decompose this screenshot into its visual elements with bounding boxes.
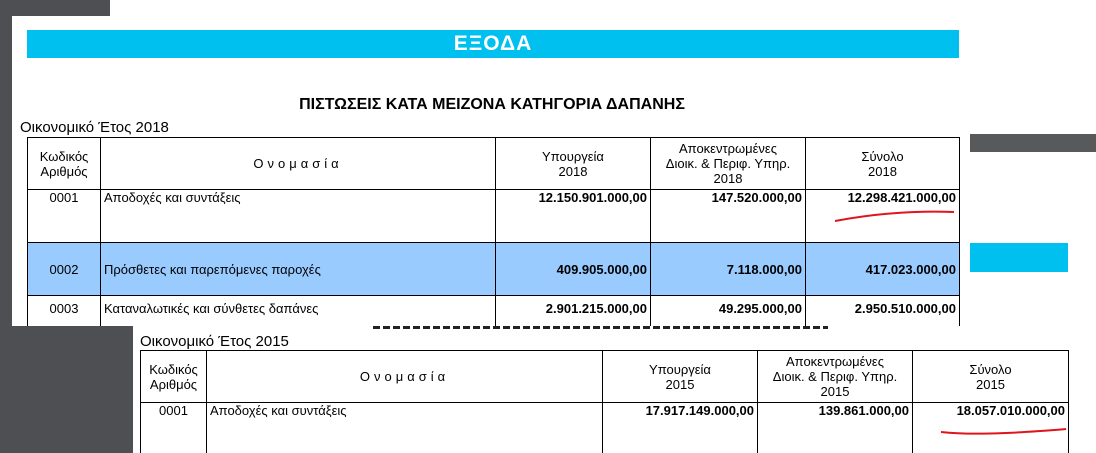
row-name: Αποδοχές και συντάξεις xyxy=(101,190,496,243)
fiscal-year-label: Οικονομικό Έτος 2018 xyxy=(20,119,169,136)
header-name: Ονομασία xyxy=(101,138,496,190)
header-ministries: Υπουργεία 2018 xyxy=(496,138,651,190)
header-code: Κωδικός Αριθμός xyxy=(28,138,101,190)
row-ministries: 409.905.000,00 xyxy=(496,243,651,296)
header-ministries: Υπουργεία 2015 xyxy=(603,351,758,403)
row-decentralized: 7.118.000,00 xyxy=(651,243,806,296)
table-row xyxy=(28,190,960,243)
backdrop-top-left xyxy=(0,0,110,16)
page-title-bar xyxy=(27,30,959,58)
row-ministries: 17.917.149.000,00 xyxy=(603,403,758,453)
sheet-2015 xyxy=(133,326,1076,453)
header-decentralized: Αποκεντρωμένες Διοικ. & Περιφ. Υπηρ. 2015 xyxy=(758,351,913,403)
row-code: 0001 xyxy=(141,403,207,453)
red-underline-2015-total xyxy=(938,422,1073,440)
row-name: Αποδοχές και συντάξεις xyxy=(207,403,603,453)
row-decentralized: 139.861.000,00 xyxy=(758,403,913,453)
header-total: Σύνολο 2015 xyxy=(913,351,1069,403)
table-row xyxy=(141,403,1069,453)
clipped-heading-fragment xyxy=(373,326,828,329)
header-decentralized: Αποκεντρωμένες Διοικ. & Περιφ. Υπηρ. 2018 xyxy=(651,138,806,190)
backdrop-right-strip xyxy=(970,134,1096,152)
row-code: 0002 xyxy=(28,243,101,296)
sheet-2018 xyxy=(12,16,970,326)
row-total: 417.023.000,00 xyxy=(806,243,960,296)
row-name: Καταναλωτικές και σύνθετες δαπάνες xyxy=(101,296,496,327)
header-name: Ονομασία xyxy=(207,351,603,403)
row-code: 0003 xyxy=(28,296,101,327)
fiscal-year-label: Οικονομικό Έτος 2015 xyxy=(140,333,289,350)
row-total: 2.950.510.000,00 xyxy=(806,296,960,327)
row-total: 12.298.421.000,00 xyxy=(806,190,960,243)
table-row xyxy=(28,243,960,296)
row-decentralized: 49.295.000,00 xyxy=(651,296,806,327)
row-ministries: 12.150.901.000,00 xyxy=(496,190,651,243)
backdrop-bottom-left xyxy=(0,326,133,453)
row-total: 18.057.010.000,00 xyxy=(913,403,1069,453)
row-code: 0001 xyxy=(28,190,101,243)
red-underline-2018-total xyxy=(832,206,962,226)
expenses-table-2015 xyxy=(140,350,1069,453)
table-row xyxy=(28,296,960,327)
row-decentralized: 147.520.000,00 xyxy=(651,190,806,243)
header-total: Σύνολο 2018 xyxy=(806,138,960,190)
table-subtitle: ΠΙΣΤΩΣΕΙΣ ΚΑΤΑ ΜΕΙΖΟΝΑ ΚΑΤΗΓΟΡΙΑ ΔΑΠΑΝΗΣ xyxy=(299,96,685,113)
row-name: Πρόσθετες και παρεπόμενες παροχές xyxy=(101,243,496,296)
header-code: Κωδικός Αριθμός xyxy=(141,351,207,403)
row-ministries: 2.901.215.000,00 xyxy=(496,296,651,327)
page-title: ΕΞΟΔΑ xyxy=(453,32,533,55)
expenses-table-2018 xyxy=(27,137,960,326)
cyan-strip-right xyxy=(970,243,1068,272)
